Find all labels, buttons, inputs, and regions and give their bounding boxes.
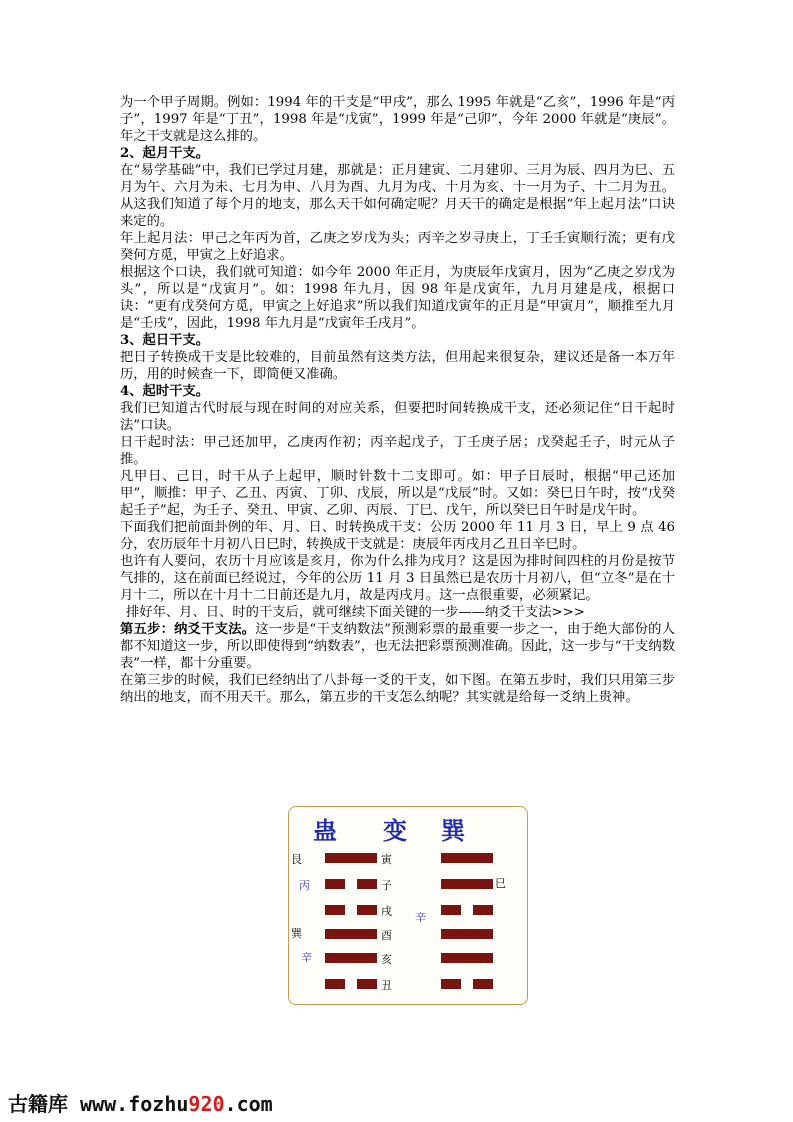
branch-label-zi: 子 xyxy=(381,879,392,892)
site-url-number: 920 xyxy=(188,1092,225,1116)
document-body xyxy=(120,94,675,706)
paragraph: 在第三步的时候，我们已经纳出了八卦每一爻的干支，如下图。在第五步时，我们只用第三步纳出的地支，而不用天干。那么，第五步的干支怎么纳呢？其实就是给每一爻纳上贵神。 xyxy=(120,673,675,705)
branch-label-chou: 丑 xyxy=(381,979,392,992)
paragraph: 把日子转换成干支是比较难的，目前虽然有这类方法，但用起来很复杂，建议还是备一本万年历，用的时候查一下，即简便又准确。 xyxy=(120,350,675,382)
right-hexagram-line-6-yin xyxy=(441,979,493,989)
right-hexagram-line-4-yang xyxy=(441,929,493,939)
paragraph: 我们已知道古代时辰与现在时间的对应关系，但要把时间转换成干支，还必须记住“日干起时法”口诀。 xyxy=(120,401,675,433)
paragraph: 也许有人要问，农历十月应该是亥月，你为什么排为戌月？这是因为排时间四柱的月份是按节气排的，这在前面已经说过，今年的公历 11 月 3 日虽然已是农历十月初八，但“立冬”是在十月十二，所以在十月十二日前还是九月，故是丙戌月。这一点很重要，必须紧记。 xyxy=(120,554,675,603)
stem-label-bing: 丙 xyxy=(299,879,310,892)
left-hexagram-line-6-yin xyxy=(325,979,377,989)
hexagram-title-bian: 变 xyxy=(383,816,407,845)
site-watermark xyxy=(8,1088,273,1117)
section-heading: 3、起日干支。 xyxy=(120,333,210,348)
hexagram-figure xyxy=(288,806,528,1005)
section-heading: 2、起月干支。 xyxy=(120,146,210,161)
site-url-prefix: www.fozhu xyxy=(80,1092,189,1116)
right-hexagram-line-3-yin xyxy=(441,905,493,915)
right-hexagram-line-1-yang xyxy=(441,853,493,863)
paragraph: 凡甲日、己日，时干从子上起甲，顺时针数十二支即可。如：甲子日辰时，根据“甲己还加甲”，顺推：甲子、乙丑、丙寅、丁卯、戊辰，所以是“戊辰”时。又如：癸巳日午时，按“戊癸起壬子”起，为壬子、癸丑、甲寅、乙卯、丙辰、丁巳、戊午，所以癸巳日午时是戊午时。 xyxy=(120,469,675,518)
paragraph: 在“易学基础”中，我们已学过月建，那就是：正月建寅、二月建卯、三月为辰、四月为巳、五月为午、六月为未、七月为申、八月为酉、九月为戌、十月为亥、十一月为子、十二月为丑。从这我们知道了每个月的地支，那么天干如何确定呢？月天干的确定是根据“年上起月法”口诀来定的。 xyxy=(120,163,675,229)
paragraph: 下面我们把前面卦例的年、月、日、时转换成干支：公历 2000 年 11 月 3 日，早上 9 点 46 分，农历辰年十月初八日巳时，转换成干支就是：庚辰年丙戌月乙丑日辛巳时。 xyxy=(120,520,675,552)
paragraph: 日干起时法：甲己还加甲，乙庚丙作初；丙辛起戊子，丁壬庚子居；戊癸起壬子，时元从子推。 xyxy=(120,435,675,467)
site-name-cn: 古籍库 xyxy=(8,1092,81,1116)
branch-label-yin: 寅 xyxy=(381,853,392,866)
branch-label-you: 酉 xyxy=(381,929,392,942)
paragraph-text: 这一步是“干支纳数法”预测彩票的最重要一步之一，由于绝大部份的人都不知道这一步，所以即使得到“纳数表”，也无法把彩票预测准确。因此，这一步与“干支纳数表”一样，都十分重要。 xyxy=(120,622,675,671)
branch-label-xu: 戌 xyxy=(381,905,392,918)
right-branch-label-si: 巳 xyxy=(495,877,506,890)
right-hexagram-line-5-yang xyxy=(441,953,493,963)
left-hexagram-line-1-yang xyxy=(325,853,377,863)
paragraph: 年上起月法：甲己之年丙为首，乙庚之岁戊为头；丙辛之岁寻庚上，丁壬壬寅顺行流；更有戊癸何方觅，甲寅之上好追求。 xyxy=(120,231,675,263)
left-hexagram-line-2-yin xyxy=(325,879,377,889)
branch-label-hai: 亥 xyxy=(381,953,392,966)
right-stem-label-xin: 辛 xyxy=(415,911,426,924)
stem-label-xin: 辛 xyxy=(301,951,312,964)
site-url-suffix: .com xyxy=(224,1092,273,1116)
paragraph xyxy=(120,621,675,672)
paragraph: 根据这个口诀，我们就可知道：如今年 2000 年正月，为庚辰年戊寅月，因为“乙庚之岁戊为头”，所以是“戊寅月”。如：1998 年九月，因 98 年是戊寅年，九月月建是戌，根据口诀：“更有戊癸何方觅，甲寅之上好追求”所以我们知道戊寅年的正月是“甲寅月”，顺推至九月是“壬戌”，因此，1998 年九月是“戊寅年壬戌月”。 xyxy=(120,265,675,331)
step-heading: 第五步：纳爻干支法。 xyxy=(120,622,256,637)
section-heading: 4、起时干支。 xyxy=(120,384,210,399)
paragraph: 排好年、月、日、时的干支后，就可继续下面关键的一步——纳爻干支法>>> xyxy=(126,605,585,620)
trigram-label-xun: 巽 xyxy=(291,927,302,940)
right-hexagram-line-2-yang xyxy=(441,879,493,889)
left-hexagram-line-5-yang xyxy=(325,953,377,963)
hexagram-title-gu: 蛊 xyxy=(313,816,337,845)
left-hexagram-line-3-yin xyxy=(325,905,377,915)
left-hexagram-line-4-yang xyxy=(325,929,377,939)
hexagram-title-xun: 巽 xyxy=(441,816,465,845)
paragraph: 为一个甲子周期。例如：1994 年的干支是“甲戌”，那么 1995 年就是“乙亥”，1996 年是“丙子”，1997 年是“丁丑”，1998 年是“戊寅”，1999 年是“己卯”，今年 2000 年就是“庚辰”。年之干支就是这么排的。 xyxy=(120,95,675,144)
trigram-label-gen: 艮 xyxy=(291,853,302,866)
